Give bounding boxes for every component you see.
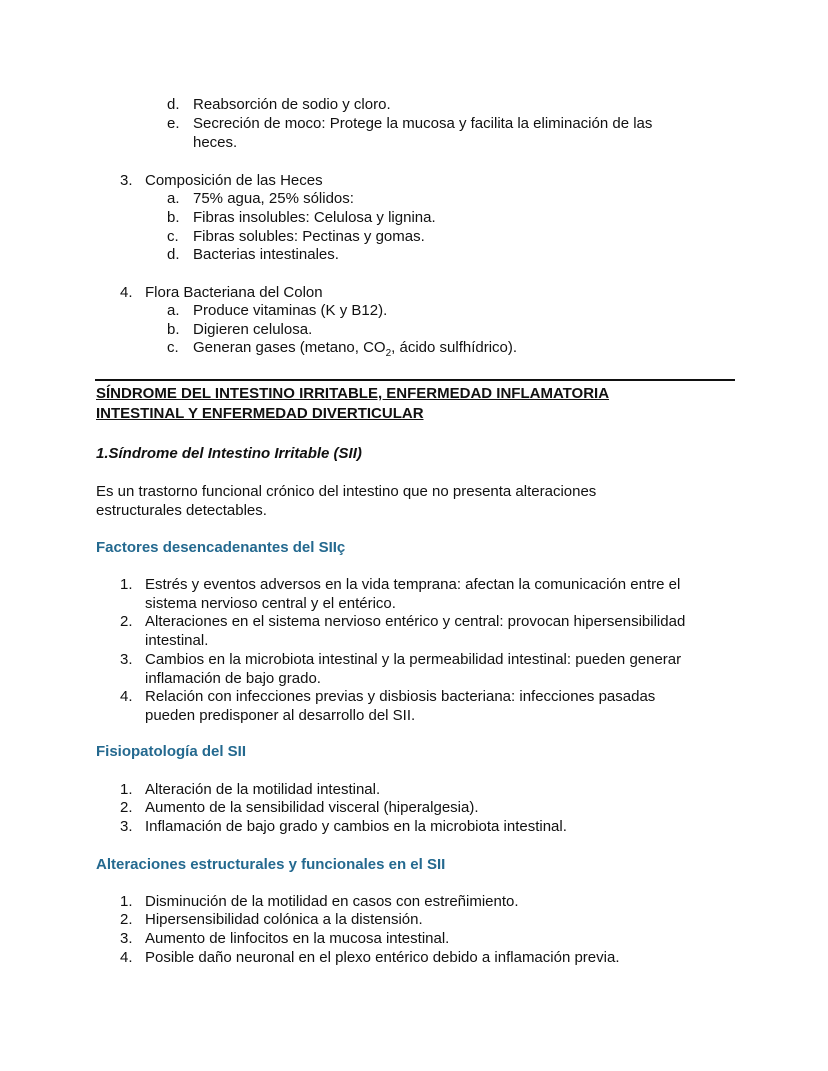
list-marker: c. bbox=[167, 339, 179, 356]
list-item: Hipersensibilidad colónica a la distensión. bbox=[145, 911, 423, 928]
list-item: Inflamación de bajo grado y cambios en la microbiota intestinal. bbox=[145, 818, 567, 835]
text: , ácido sulfhídrico). bbox=[391, 339, 518, 356]
horizontal-rule bbox=[95, 379, 735, 381]
subscript: 2 bbox=[385, 348, 392, 359]
list-item: Secreción de moco: Protege la mucosa y facilita la eliminación de las heces. bbox=[193, 115, 653, 151]
list-title: Composición de las Heces bbox=[145, 172, 323, 189]
list-marker: 3. bbox=[120, 172, 133, 189]
list-marker: a. bbox=[167, 302, 180, 319]
list-item: Reabsorción de sodio y cloro. bbox=[193, 96, 391, 113]
list-item: Bacterias intestinales. bbox=[193, 246, 339, 263]
list-marker: a. bbox=[167, 190, 180, 207]
intro-paragraph: Es un trastorno funcional crónico del intestino que no presenta alteraciones estructurales detectables. bbox=[96, 483, 597, 519]
list-marker: 2. bbox=[120, 799, 133, 816]
text: Generan gases (metano, CO bbox=[193, 339, 386, 356]
list-item: Alteraciones en el sistema nervioso entérico y central: provocan hipersensibilidad intestinal. bbox=[145, 613, 686, 649]
list-item: Estrés y eventos adversos en la vida temprana: afectan la comunicación entre el sistema nervioso central y el entérico. bbox=[145, 576, 681, 612]
list-item: Disminución de la motilidad en casos con estreñimiento. bbox=[145, 893, 519, 910]
list-marker: c. bbox=[167, 228, 179, 245]
list-marker: 4. bbox=[120, 949, 133, 966]
list-marker: 3. bbox=[120, 930, 133, 947]
list-marker: d. bbox=[167, 246, 180, 263]
list-item: Fibras insolubles: Celulosa y lignina. bbox=[193, 209, 436, 226]
list-marker: 4. bbox=[120, 284, 133, 301]
list-item: Alteración de la motilidad intestinal. bbox=[145, 781, 381, 798]
subsection-title: 1.Síndrome del Intestino Irritable (SII) bbox=[96, 445, 362, 462]
list-marker: 1. bbox=[120, 576, 133, 593]
list-item: Posible daño neuronal en el plexo entérico debido a inflamación previa. bbox=[145, 949, 620, 966]
list-marker: d. bbox=[167, 96, 180, 113]
fisiopatologia-heading: Fisiopatología del SII bbox=[96, 743, 247, 760]
list-item: Fibras solubles: Pectinas y gomas. bbox=[193, 228, 425, 245]
list-marker: e. bbox=[167, 115, 180, 132]
list-marker: 1. bbox=[120, 781, 133, 798]
list-marker: b. bbox=[167, 321, 180, 338]
list-item: Aumento de la sensibilidad visceral (hiperalgesia). bbox=[145, 799, 479, 816]
list-marker: 3. bbox=[120, 818, 133, 835]
list-item: Relación con infecciones previas y disbiosis bacteriana: infecciones pasadas pueden predisponer al desarrollo del SII. bbox=[145, 688, 656, 724]
list-marker: 1. bbox=[120, 893, 133, 910]
list-marker: 3. bbox=[120, 651, 133, 668]
list-item: 75% agua, 25% sólidos: bbox=[193, 190, 354, 207]
list-marker: 2. bbox=[120, 613, 133, 630]
list-title: Flora Bacteriana del Colon bbox=[145, 284, 323, 301]
factores-heading: Factores desencadenantes del SIIç bbox=[96, 539, 346, 556]
list-item bbox=[193, 339, 517, 364]
section-heading: SÍNDROME DEL INTESTINO IRRITABLE, ENFERMEDAD INFLAMATORIA INTESTINAL Y ENFERMEDAD DIVERTICULAR bbox=[96, 385, 610, 422]
list-marker: b. bbox=[167, 209, 180, 226]
list-item: Cambios en la microbiota intestinal y la permeabilidad intestinal: pueden generar inflamación de bajo grado. bbox=[145, 651, 682, 687]
list-marker: 4. bbox=[120, 688, 133, 705]
alteraciones-heading: Alteraciones estructurales y funcionales en el SII bbox=[96, 856, 446, 873]
list-item: Produce vitaminas (K y B12). bbox=[193, 302, 388, 319]
list-item: Aumento de linfocitos en la mucosa intestinal. bbox=[145, 930, 450, 947]
list-item: Digieren celulosa. bbox=[193, 321, 313, 338]
list-marker: 2. bbox=[120, 911, 133, 928]
